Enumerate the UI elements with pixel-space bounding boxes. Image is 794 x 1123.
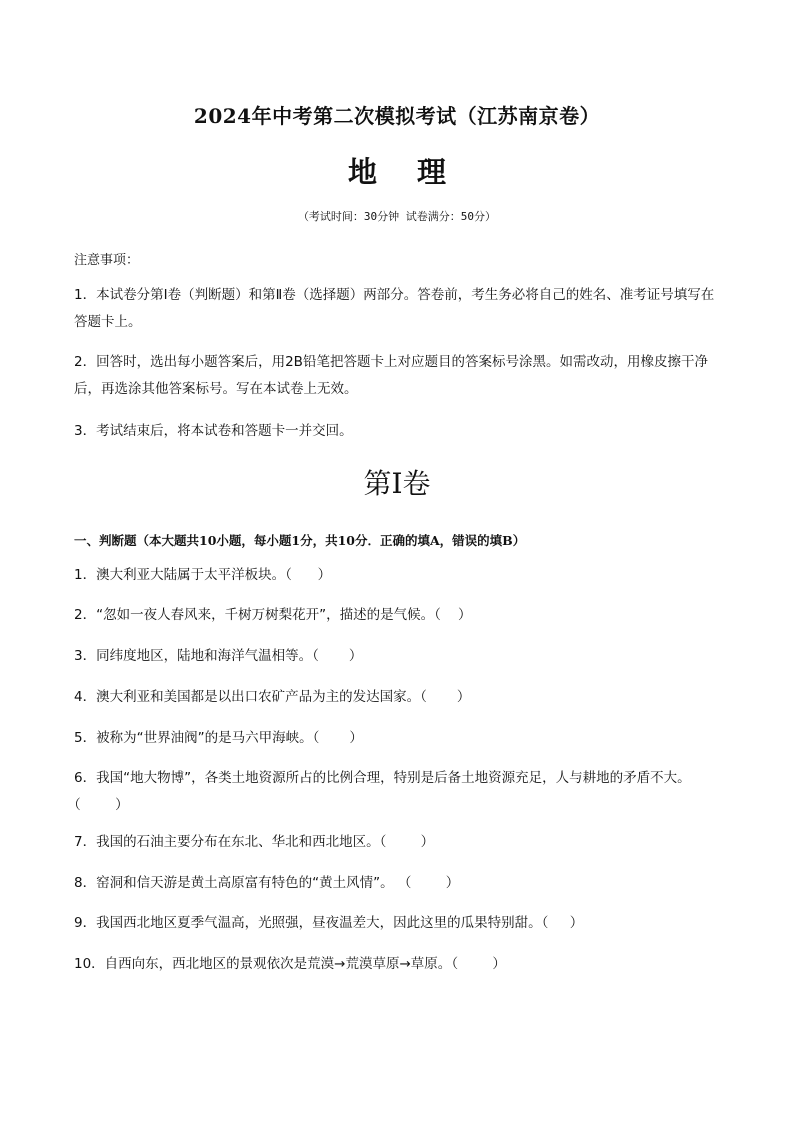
answer-parentheses: （ ） (285, 567, 332, 583)
question-text: 3．同纬度地区，陆地和海洋气温相等。 (74, 648, 313, 664)
question-item (74, 870, 724, 897)
exam-title: 2024年中考第二次模拟考试（江苏南京卷） (193, 104, 601, 128)
answer-parentheses: （ ） (312, 648, 363, 664)
subject-title (0, 150, 794, 191)
answer-parentheses: （ ） (74, 797, 129, 813)
notes-heading: 注意事项： (74, 253, 140, 268)
question-text: 2．“忽如一夜人春风来，千树万树梨花开”，描述的是气候。 (74, 607, 435, 623)
question-item (74, 951, 724, 978)
question-text: 5．被称为“世界油阀”的是马六甲海峡。 (74, 730, 313, 746)
question-item (74, 725, 724, 752)
volume-title: 第Ⅰ卷 (363, 467, 431, 500)
question-item (74, 910, 724, 937)
question-item (74, 765, 724, 819)
answer-parentheses: （ ） (434, 607, 472, 623)
answer-parentheses: （ ） (379, 834, 435, 850)
section-heading: 一、判断题（本大题共10小题，每小题1分，共10分．正确的填A，错误的填B） (74, 533, 526, 548)
subject-char-1: 地 (347, 155, 377, 189)
question-item (74, 684, 724, 711)
question-item (74, 562, 724, 589)
subject-char-2: 理 (417, 155, 447, 189)
question-text: 7．我国的石油主要分布在东北、华北和西北地区。 (74, 834, 380, 850)
answer-parentheses: （ ） (541, 915, 584, 931)
question-text: 1．澳大利亚大陆属于太平洋板块。 (74, 567, 286, 583)
question-text: 9．我国西北地区夏季气温高，光照强，昼夜温差大，因此这里的瓜果特别甜。 (74, 915, 542, 931)
question-text: 4．澳大利亚和美国都是以出口农矿产品为主的发达国家。 (74, 689, 421, 705)
answer-parentheses: （ ） (312, 730, 363, 746)
answer-parentheses: （ ） (420, 689, 471, 705)
note-item: 2．回答时，选出每小题答案后，用2B铅笔把答题卡上对应题目的答案标号涂黑。如需改动，用橡皮擦干净后，再选涂其他答案标号。写在本试卷上无效。 (74, 354, 708, 397)
answer-parentheses: （ ） (451, 956, 506, 972)
answer-parentheses: （ ） (393, 875, 460, 891)
question-text: 10．自西向东，西北地区的景观依次是荒漠→荒漠草原→草原。 (74, 956, 452, 972)
question-text: 6．我国“地大物博”，各类土地资源所占的比例合理，特别是后备土地资源充足，人与耕地的矛盾不大。 (74, 770, 691, 786)
note-item: 3．考试结束后，将本试卷和答题卡一并交回。 (74, 423, 353, 439)
note-item: 1．本试卷分第Ⅰ卷（判断题）和第Ⅱ卷（选择题）两部分。答卷前，考生务必将自己的姓名、准考证号填写在答题卡上。 (74, 287, 715, 330)
question-item (74, 829, 724, 856)
question-item (74, 602, 724, 629)
exam-info: （考试时间：30分钟 试卷满分：50分） (297, 210, 497, 223)
question-item (74, 643, 724, 670)
question-text: 8．窑洞和信天游是黄土高原富有特色的“黄土风情”。 (74, 875, 394, 891)
